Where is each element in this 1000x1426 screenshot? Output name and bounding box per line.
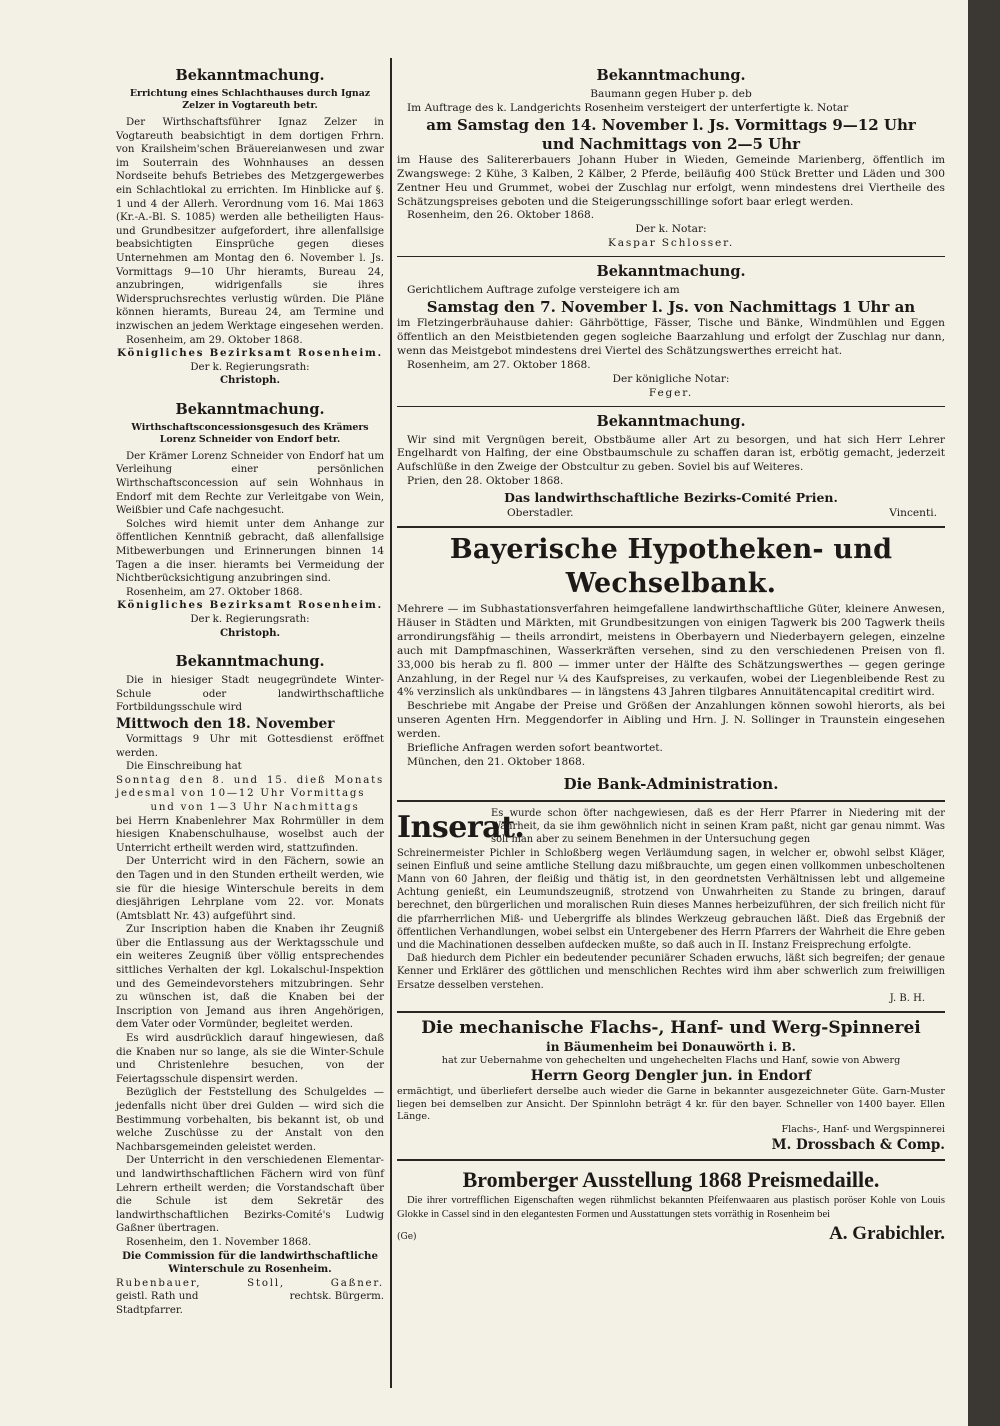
notice-case: Baumann gegen Huber p. deb	[590, 88, 752, 100]
bank-ad-date: München, den 21. Oktober 1868.	[407, 756, 586, 768]
notice-body: bei Herrn Knabenlehrer Max Rohrmüller in dem hiesigen Knabenschulhause, woselbst auch der Unterricht ertheilt werden wird, stattzufinden.	[116, 815, 384, 854]
spinnery-title: Die mechanische Flachs-, Hanf- und Werg-Spinnerei	[421, 1017, 921, 1038]
commission-title: Die Commission für die landwirthschaftliche	[122, 1249, 378, 1262]
signature: Oberstadler.	[507, 507, 574, 520]
inserat-initials: J. B. H.	[889, 992, 925, 1004]
separator	[397, 1159, 945, 1161]
right-column	[397, 62, 945, 1246]
notice-body: Solches wird hiemit unter dem Anhange zur öffentlichen Kenntniß gebracht, daß allenfallsige Mitbewerbungen und Erinnerungen binnen 14 Tagen a die inser. hieramts bei Vermeidung der Nichtberücksichtigung anzubringen sind.	[116, 518, 384, 585]
adjacent-page-edge	[968, 0, 1000, 1426]
notice-subject: Wirthschaftsconcessionsgesuch des Krämers Lorenz Schneider von Endorf betr.	[131, 421, 369, 445]
notice-official: Der k. Regierungsrath:	[190, 614, 310, 625]
bank-ad-body: Beschriebe mit Angabe der Preise und Größen der Anzahlungen können sowohl hierorts, als bei unseren Agenten Hrn. Meggendorfer in Aibling und Hrn. J. N. Sollinger in Traunstein eingesehen werden.	[397, 700, 945, 741]
separator	[397, 1011, 945, 1013]
notice-heading: Bekanntmachung.	[175, 67, 325, 84]
notice-body: Der Unterricht in den verschiedenen Elementar- und landwirthschaftlichen Fächern wird von fünf Lehrern ertheilt werden; die Vorstandschaft über die Schule ist dem Sekretär des landwirthschaftlichen Bezirks-Comité's Ludwig Gaßner übertragen.	[116, 1155, 384, 1235]
bromberg-body: Die ihrer vortrefflichen Eigenschaften wegen rühmlichst bekannten Pfeifenwaaren aus plastisch poröser Kohle von Louis Glokke in Cassel sind in den elegantesten Formen und Ausstattungen stets vorräthig in Rosenheim bei	[397, 1194, 945, 1220]
spinnery-text: ermächtigt, und überliefert derselbe auch wieder die Garne in bekannter ausgezeichneter Güte. Garn-Muster liegen bei demselben zur Ansicht. Der Spinnlohn beträgt 4 kr. für den bayer. Schneller von 1400 bayer. Ellen Länge.	[397, 1086, 945, 1123]
notice-subject: Errichtung eines Schlachthauses durch Ignaz Zelzer in Vogtareuth betr.	[129, 88, 371, 111]
bank-ad-body: Briefliche Anfragen werden sofort beantwortet.	[407, 742, 663, 755]
notice-date-highlight: und Nachmittags von 2—5 Uhr	[541, 134, 801, 153]
column-divider	[390, 58, 392, 1388]
inserat-block	[397, 807, 945, 847]
notice-body: Der Krämer Lorenz Schneider von Endorf hat um Verleihung einer persönlichen Wirthschaftsconcession auf sein Wohnhaus in Endorf mit dem Rechte zur Verleitgabe von Wein, Weißbier und Cafe nachgesucht.	[116, 450, 384, 517]
notice-heading: Bekanntmachung.	[596, 263, 746, 281]
inserat-text: Schreinermeister Pichler in Schloßberg wegen Verläumdung sagen, in welcher er, obwohl selbst Kläger, seinen Einfluß und seine amtliche Stellung dazu mißbrauchte, um gegen einen vollkommen unbescholtenen Mann von 60 Jahren, der fleißig und thätig ist, in den geordnetsten Verhältnissen lebt und allgemeine Achtung genießt, ein Leumundszeugniß, strotzend von Unwahrheiten zu Stande zu bringen, darauf berechnet, den bürgerlichen und moralischen Ruin dieses Mannes herbeizuführen, der sich freilich nicht für die pfarrherrlichen Miß- und Uebergriffe als blindes Werkzeug gebrauchen läßt. Dieß das Ergebniß der öffentlichen Verhandlungen, wobei selbst ein Untergebener des Herrn Pfarrers der Wahrheit die Ehre geben und die Machinationen desselben aufdecken mußte, so daß auch in II. Instanz Freisprechung erfolgte.	[397, 847, 945, 951]
notice-body: Die Einschreibung hat	[126, 761, 242, 773]
spinnery-location: in Bäumenheim bei Donauwörth i. B.	[546, 1039, 796, 1054]
bank-administration: Die Bank-Administration.	[563, 774, 779, 793]
signature-role-row	[116, 1290, 384, 1304]
inserat-text: Es wurde schon öfter nachgewiesen, daß es der Herr Pfarrer in Niedering mit der Wahrheit, da sie ihm gewöhnlich nicht in seinen Kram paßt, nicht gar genau nimmt. Was soll man aber zu seinem Benehmen in der Untersuchung gegen	[491, 807, 945, 846]
spinnery-firm: M. Drossbach & Comp.	[771, 1136, 945, 1153]
notice-date: Rosenheim, am 27. Oktober 1868.	[126, 586, 303, 598]
signature: Gaßner.	[330, 1277, 384, 1289]
bromberg-footer	[397, 1222, 945, 1246]
notice-heading: Bekanntmachung.	[175, 653, 325, 671]
notice-body: Bezüglich der Feststellung des Schulgeldes — jedenfalls nicht über drei Gulden — wird sich die Bestimmung vorbehalten, bis bekannt ist, ob und welche Zuschüsse zu der Anstalt von den Nachbarsgemeinden geleistet werden.	[116, 1087, 384, 1153]
separator	[397, 526, 945, 528]
separator	[397, 800, 945, 802]
spinnery-text: hat zur Uebernahme von gehechelten und ungehechelten Flachs und Hanf, sowie von Abwerg	[441, 1054, 901, 1066]
notice-body: im Fletzingerbräuhause dahier: Gährböttige, Fässer, Tische und Bänke, Windmühlen und Eggen öffentlich an den Meistbietenden gegen sogleiche Baarzahlung und erfolgt der Zuschlag nur dann, wenn das Meistgebot mindestens drei Viertel des Schätzungswerthes erreicht hat.	[397, 317, 945, 357]
notice-date-highlight: am Samstag den 14. November l. Js. Vormittags 9—12 Uhr	[426, 115, 916, 134]
notice-body: Zur Inscription haben die Knaben ihr Zeugniß über die Entlassung aus der Werktagsschule und ein weiteres Zeugniß über völlig entsprechendes sittliches Verhalten der kgl. Lokalschul-Inspektion und des Gemeindevorstehers mitzubringen. Sehr zu wünschen ist, daß die Knaben bei der Inscription von Jemand aus ihren Angehörigen, dem Vater oder Vormünder, begleitet werden.	[116, 924, 384, 1031]
notice-official: Der k. Notar:	[635, 223, 707, 236]
notice-signature: Christoph.	[219, 626, 281, 639]
notice-heading: Bekanntmachung.	[175, 400, 325, 418]
signature-role: Stadtpfarrer.	[116, 1304, 183, 1316]
signature-role: rechtsk. Bürgerm.	[289, 1291, 384, 1303]
signature-row	[116, 1277, 384, 1291]
separator	[397, 256, 945, 257]
inserat-label: Inserat.	[397, 809, 525, 845]
bank-ad-title: Bayerische Hypotheken- und Wechselbank.	[449, 534, 893, 600]
notice-date: Rosenheim, am 27. Oktober 1868.	[407, 358, 591, 371]
notice-body: Es wird ausdrücklich darauf hingewiesen, daß die Knaben nur so lange, als sie die Winter-Schule und Christenlehre besuchen, von der Feiertagsschule dispensirt werden.	[116, 1033, 384, 1085]
signature: Vincenti.	[889, 507, 937, 520]
inserat-text: Daß hiedurch dem Pichler ein bedeutender pecuniärer Schaden erwuchs, läßt sich begreifen; der genaue Kenner und Erklärer des göttlichen und menschlichen Rechtes wird ihm aber schwerlich zum freiwilligen Ersatze desselben verstehen.	[397, 953, 945, 991]
notice-signature: Feger.	[648, 386, 694, 399]
spinnery-agent: Herrn Georg Dengler jun. in Endorf	[530, 1068, 812, 1085]
notice-body: Die in hiesiger Stadt neugegründete Winter-Schule oder landwirthschaftliche Fortbildungsschule wird	[116, 675, 384, 714]
left-column	[116, 62, 384, 1318]
signature: Stoll,	[247, 1277, 285, 1289]
notice-date: Prien, den 28. Oktober 1868.	[407, 475, 564, 488]
notice-heading: Bekanntmachung.	[596, 412, 746, 430]
notice-signature: Kaspar Schlosser.	[608, 237, 734, 250]
inserat-body	[491, 807, 945, 847]
committee-name: Das landwirthschaftliche Bezirks-Comité Prien.	[504, 490, 838, 506]
notice-date: Rosenheim, am 29. Oktober 1868.	[126, 334, 303, 346]
separator	[397, 406, 945, 407]
notice-official: Der königliche Notar:	[612, 372, 730, 385]
spinnery-firm-sub: Flachs-, Hanf- und Wergspinnerei	[781, 1124, 945, 1136]
notice-body: Sonntag den 8. und 15. dieß Monats jedesmal von 10—12 Uhr Vormittags	[116, 774, 384, 800]
print-code: (Ge)	[397, 1231, 417, 1242]
notice-body: Im Auftrage des k. Landgerichts Rosenheim versteigert der unterfertigte k. Notar	[407, 101, 849, 114]
notice-date-highlight: Mittwoch den 18. November	[116, 715, 335, 732]
bromberg-seller: A. Grabichler.	[829, 1222, 945, 1244]
notice-body: Vormittags 9 Uhr mit Gottesdienst eröffnet werden.	[116, 733, 384, 759]
signature-row	[397, 507, 945, 521]
notice-date: Rosenheim, den 26. Oktober 1868.	[407, 209, 595, 222]
notice-body: Der Wirthschaftsführer Ignaz Zelzer in Vogtareuth beabsichtigt in dem dortigen Frhrn. von Krailsheim'schen Bräuereianwesen und zwar im Souterrain des Wohnhauses an dessen Nordseite behufs Betriebes des Metzgergewerbes ein Schlachtlokal zu errichten. Im Hinblicke auf §. 1 und 4 der Allerh. Verordnung vom 16. Mai 1863 (Kr.-A.-Bl. S. 1085) werden alle betheiligten Haus- und Grundbesitzer aufgefordert, ihre allenfallsige beabsichtigten Einsprüche gegen dieses Unternehmen am Montag den 6. November l. Js. Vormittags 9—10 Uhr hieramts, Bureau 24, anzubringen, widrigenfalls sie ihres Widerspruchsrechtes verlustig würden. Die Pläne können hieramts, Bureau 24, am Termine und inzwischen an jedem Werktage eingesehen werden.	[116, 117, 384, 332]
bromberg-title: Bromberger Ausstellung 1868 Preismedaille.	[462, 1166, 880, 1192]
notice-date: Rosenheim, den 1. November 1868.	[126, 1236, 312, 1248]
signature: Rubenbauer,	[116, 1277, 202, 1289]
notice-date-highlight: Samstag den 7. November l. Js. von Nachmittags 1 Uhr an	[426, 298, 916, 317]
notice-heading: Bekanntmachung.	[596, 67, 746, 84]
notice-body: Der Unterricht wird in den Fächern, sowie an den Tagen und in den Stunden ertheilt werden, wie sie für die hiesige Winterschule bereits in dem diesjährigen Lehrplane vom 22. vor. Monats (Amtsblatt Nr. 43) aufgeführt sind.	[116, 856, 384, 922]
notice-body: Wir sind mit Vergnügen bereit, Obstbäume aller Art zu besorgen, und hat sich Herr Lehrer Engelhardt von Halfing, der eine Obstbaumschule zu schaffen daran ist, erbötig gemacht, jederzeit Aufschlüße in den Zweige der Obstcultur zu geben. Soviel bis auf Weiteres.	[397, 433, 945, 474]
commission-title: Winterschule zu Rosenheim.	[168, 1263, 332, 1276]
notice-office: Königliches Bezirksamt Rosenheim.	[117, 347, 383, 360]
notice-body: und von 1—3 Uhr Nachmittags	[150, 801, 360, 813]
notice-signature: Christoph.	[219, 374, 281, 387]
notice-official: Der k. Regierungsrath:	[190, 361, 310, 373]
notice-body: im Hause des Salitererbauers Johann Huber in Wieden, Gemeinde Marienberg, öffentlich im Zwangswege: 2 Kühe, 3 Kalben, 2 Kälber, 2 Pferde, beiläufig 400 Stück Bretter und Läden und 300 Zentner Heu und Grummet, wobei der Zuschlag nur erfolgt, wenn mindestens drei Viertheile des Schätzungspreises geboten und die Steigerungsschillinge sofort baar erlegt werden.	[397, 153, 945, 208]
notice-office: Königliches Bezirksamt Rosenheim.	[117, 599, 383, 612]
signature-role: geistl. Rath und	[116, 1291, 199, 1303]
notice-body: Gerichtlichem Auftrage zufolge versteigere ich am	[407, 284, 680, 297]
bank-ad-body: Mehrere — im Subhastationsverfahren heimgefallene landwirthschaftliche Güter, kleinere Anwesen, Häuser in Städten und Märkten, mit Grundbesitzungen von einigen Tagwerk bis 200 Tagwerk theils arrondirungsfähig — theils arrondirt, meistens in Oberbayern und Niederbayern gelegen, einzelne auch mit Dampfmaschinen, Wasserkräften versehen, sind zu den verschiedenen Preisen von fl. 33,000 bis herab zu fl. 800 — immer unter der Hälfte des Schätzungswerthes — gegen geringe Anzahlung, in der Regel nur ¼ des Kaufspreises, zu verkaufen, wobei der Liegenbleibende Rest zu 4% verzinslich als unkündbares — in längstens 43 Jahren tilgbares Annuitätencapital creditirt wird.	[397, 603, 945, 699]
